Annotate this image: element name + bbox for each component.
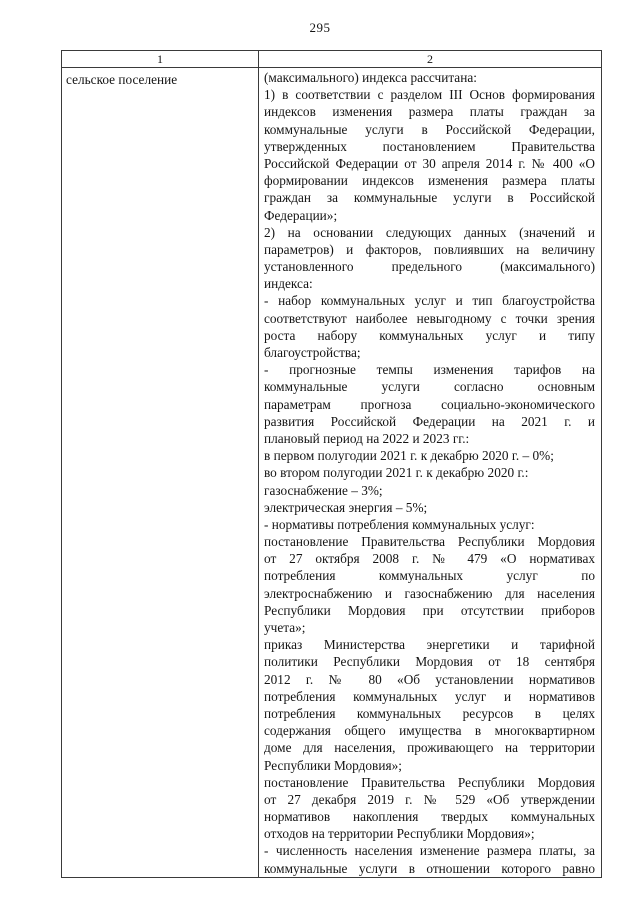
text-line: граждан за коммунальные услуги в Российской bbox=[264, 190, 595, 206]
text-line: электроснабжению и газоснабжению для населения bbox=[264, 585, 595, 601]
text-line: утвержденных постановлением Правительства bbox=[264, 138, 595, 154]
text-line: политики Республики Мордовия от 18 сентября bbox=[264, 654, 595, 670]
column-header-2: 2 bbox=[259, 51, 602, 68]
text-line: развития Российской Федерации на 2021 г. и bbox=[264, 413, 595, 429]
text-line: потребления коммунальных услуг по bbox=[264, 568, 595, 584]
text-line: нормативов накопления твердых коммунальных bbox=[264, 809, 595, 825]
text-line: - численность населения изменение размера платы, за bbox=[264, 843, 595, 859]
text-line: от 27 декабря 2019 г. № 529 «Об утверждении bbox=[264, 791, 595, 807]
text-line: коммунальные услуги в отношении которого равно bbox=[264, 860, 595, 876]
page-number: 295 bbox=[309, 20, 331, 35]
municipality-type-label: сельское поселение bbox=[66, 72, 178, 87]
text-line: коммунальные услуги согласно основным bbox=[264, 379, 595, 395]
left-cell bbox=[62, 68, 259, 878]
right-cell-text bbox=[259, 68, 601, 877]
text-line: - нормативы потребления коммунальных услуг: bbox=[264, 516, 535, 532]
text-line: потребления коммунальных услуг и нормативов bbox=[264, 688, 595, 704]
text-line: в первом полугодии 2021 г. к декабрю 2020 г. – 0%; bbox=[264, 448, 554, 464]
table-header-row bbox=[62, 51, 602, 68]
text-line: благоустройства; bbox=[264, 345, 361, 360]
text-line: постановление Правительства Республики Мордовия bbox=[264, 534, 595, 550]
text-line: Федерации»; bbox=[264, 207, 338, 223]
table-row bbox=[62, 68, 602, 878]
text-line: отходов на территории Республики Мордовия»; bbox=[264, 826, 535, 842]
text-line: потребления коммунальных ресурсов в целях bbox=[264, 705, 595, 721]
text-line: учета»; bbox=[264, 620, 306, 635]
text-line: индекса: bbox=[264, 276, 313, 292]
text-line: коммунальные услуги в Российской Федерации, bbox=[264, 121, 595, 137]
text-line: Российской Федерации от 30 апреля 2014 г. № 400 «О bbox=[264, 155, 595, 171]
text-line: Республики Мордовия при отсутствии приборов bbox=[264, 602, 595, 618]
text-line: - прогнозные темпы изменения тарифов на bbox=[264, 362, 595, 378]
text-line: содержания общего имущества в многоквартирном bbox=[264, 723, 595, 739]
text-line: 1) в соответствии с разделом III Основ формирования bbox=[264, 87, 595, 103]
text-line: электрическая энергия – 5%; bbox=[264, 499, 428, 515]
text-line: плановый период на 2022 и 2023 гг.: bbox=[264, 430, 470, 446]
text-line: доме для населения, проживающего на территории bbox=[264, 740, 595, 756]
text-line: 2) на основании следующих данных (значений и bbox=[264, 224, 595, 240]
text-line: параметрам прогноза социально-экономического bbox=[264, 396, 595, 412]
text-line: во втором полугодии 2021 г. к декабрю 2020 г.: bbox=[264, 465, 529, 481]
text-line: газоснабжение – 3%; bbox=[264, 482, 383, 498]
text-line: от 27 октября 2008 г. № 479 «О нормативах bbox=[264, 551, 595, 567]
document-table bbox=[61, 50, 602, 878]
text-line: Республики Мордовия»; bbox=[264, 757, 402, 773]
text-line: индексов изменения размера платы граждан за bbox=[264, 104, 595, 120]
text-line: постановление Правительства Республики Мордовия bbox=[264, 774, 595, 790]
text-line: 2012 г. № 80 «Об установлении нормативов bbox=[264, 671, 595, 687]
text-line: роста набору коммунальных услуг и типу bbox=[264, 327, 595, 343]
text-line: приказ Министерства энергетики и тарифной bbox=[264, 637, 595, 653]
text-line: - набор коммунальных услуг и тип благоустройства bbox=[264, 293, 595, 309]
text-line: параметров) и факторов, повлиявших на величину bbox=[264, 241, 595, 257]
text-line: соответствуют наиболее невыгодному с точки зрения bbox=[264, 310, 595, 326]
text-line: (максимального) индекса рассчитана: bbox=[264, 70, 477, 85]
right-cell bbox=[259, 68, 602, 878]
column-header-1: 1 bbox=[62, 51, 259, 68]
text-line: формировании индексов изменения размера платы bbox=[264, 173, 595, 189]
text-line: установленного предельного (максимального) bbox=[264, 259, 595, 275]
